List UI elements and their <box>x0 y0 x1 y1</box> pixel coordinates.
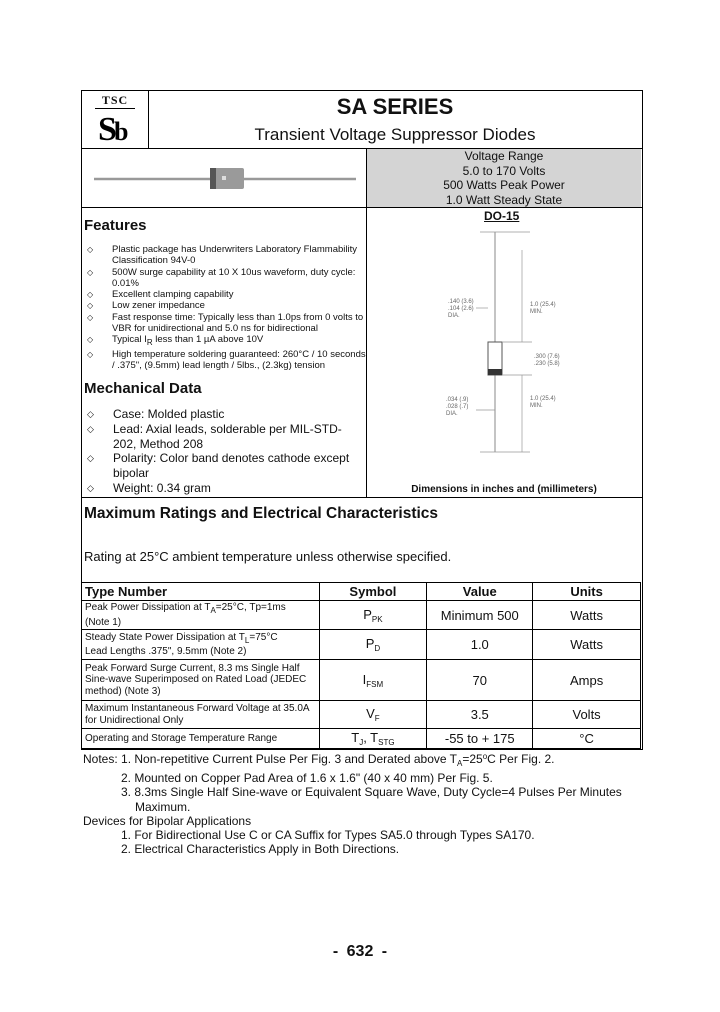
dim-text: .230 (5.8) <box>534 361 560 367</box>
feature-sub: R <box>146 338 153 348</box>
ratings-condition: Rating at 25°C ambient temperature unless otherwise specified. <box>84 549 452 564</box>
list-item: ◇ Weight: 0.34 gram <box>84 481 362 496</box>
symbol-text: T <box>351 730 360 745</box>
notes-block <box>83 750 643 856</box>
param-sub: A <box>210 606 216 615</box>
dim-text: MIN. <box>530 403 543 409</box>
list-item: ◇ Case: Molded plastic <box>84 407 362 422</box>
symbol-sub: J <box>359 738 364 747</box>
table-row <box>82 660 641 701</box>
symbol-text: P <box>365 636 375 651</box>
page-number: - 632 - <box>332 943 388 960</box>
list-item <box>84 334 366 348</box>
note-text: 1. Non-repetitive Current Pulse Per Fig. 3 and Derated above T <box>121 752 457 766</box>
list-item: ◇ High temperature soldering guaranteed: 260°C / 10 seconds / .375", (9.5mm) lead length / 5lbs., (2.3kg) tension <box>84 349 366 372</box>
unit-cell: Watts <box>533 601 641 630</box>
company-logo <box>86 93 144 145</box>
package-caption: Dimensions in inches and (millimeters) <box>411 484 597 495</box>
symbol-sub: F <box>374 714 380 723</box>
package-name: DO-15 <box>484 209 520 223</box>
logo-mark-icon <box>93 110 137 144</box>
dim-lead-top <box>530 302 556 316</box>
note-sub: A <box>456 759 463 768</box>
spec-line: 500 Watts Peak Power <box>443 178 565 192</box>
value-cell: 1.0 <box>427 630 533 660</box>
param-cell: Maximum Instantaneous Forward Voltage at 35.0A for Unidirectional Only <box>82 701 320 729</box>
dim-lead-bot <box>530 396 556 410</box>
param-sub: L <box>244 635 250 645</box>
param-text: Lead Lengths .375", 9.5mm (Note 2) <box>85 646 247 657</box>
table-row <box>82 729 641 749</box>
dim-text: 1.0 (25.4) <box>530 302 556 308</box>
divider <box>82 207 642 208</box>
symbol-text: V <box>366 706 375 721</box>
param-text: =75°C <box>249 631 278 643</box>
list-item: ◇ Low zener impedance <box>84 300 366 311</box>
feature-text: Typical I <box>112 334 147 346</box>
spec-line: 5.0 to 170 Volts <box>462 163 546 178</box>
note-line: 3. 8.3ms Single Half Sine-wave or Equivalent Square Wave, Duty Cycle=4 Pulses Per Minutes <box>121 785 622 800</box>
symbol-text: P <box>363 606 372 622</box>
unit-cell: Watts <box>533 630 641 660</box>
table-row <box>82 601 641 630</box>
param-cell: Operating and Storage Temperature Range <box>82 729 320 749</box>
note-sup: o <box>482 752 488 761</box>
value-cell: Minimum 500 <box>427 601 533 630</box>
symbol-sub: PK <box>371 614 383 624</box>
param-cell <box>82 630 320 660</box>
features-heading: Features <box>84 217 147 234</box>
param-cell <box>82 601 320 630</box>
dim-text: MIN. <box>530 309 543 315</box>
table-row <box>82 701 641 729</box>
table-header-row <box>82 583 641 601</box>
symbol-cell <box>319 701 427 729</box>
column-header: Symbol <box>319 583 427 601</box>
dim-text: .034 (.9) <box>446 397 469 403</box>
diode-image <box>92 165 358 193</box>
dim-text: 1.0 (25.4) <box>530 396 556 402</box>
symbol-sub: STG <box>378 738 395 747</box>
svg-text:b: b <box>114 117 129 144</box>
features-list <box>84 244 366 371</box>
param-text: Peak Power Dissipation at T <box>85 602 211 613</box>
divider <box>82 497 642 498</box>
spec-line: Voltage Range <box>464 149 544 163</box>
note-line: Maximum. <box>135 799 191 814</box>
column-header: Value <box>427 583 533 601</box>
ratings-table <box>81 582 641 749</box>
value-cell: 3.5 <box>427 701 533 729</box>
note-line: 2. Electrical Characteristics Apply in Both Directions. <box>121 842 400 857</box>
dim-text: DIA. <box>446 411 458 417</box>
note-line: 1. For Bidirectional Use C or CA Suffix for Types SA5.0 through Types SA170. <box>121 828 535 843</box>
symbol-cell <box>319 729 427 749</box>
symbol-cell <box>319 660 427 701</box>
symbol-cell <box>319 630 427 660</box>
unit-cell: Volts <box>533 701 641 729</box>
list-item: ◇ Excellent clamping capability <box>84 289 366 300</box>
mechanical-heading: Mechanical Data <box>84 380 202 397</box>
dim-lead-dia <box>446 397 468 418</box>
ratings-heading: Maximum Ratings and Electrical Characteristics <box>84 505 439 522</box>
symbol-text: , T <box>363 730 379 745</box>
column-header: Type Number <box>82 583 320 601</box>
unit-cell: °C <box>533 729 641 749</box>
dim-body-len <box>534 354 560 368</box>
spec-summary-box <box>367 149 641 207</box>
svg-text:S: S <box>98 111 117 144</box>
list-item: ◇ 500W surge capability at 10 X 10us waveform, duty cycle: 0.01% <box>84 267 366 290</box>
dim-text: .300 (7.6) <box>534 354 560 360</box>
spec-line: 1.0 Watt Steady State <box>445 192 563 207</box>
param-text: =25°C, Tp=1ms <box>215 602 286 613</box>
page-title: SA SERIES <box>336 94 454 119</box>
package-drawing <box>440 224 570 460</box>
param-cell: Peak Forward Surge Current, 8.3 ms Single Half Sine-wave Superimposed on Rated Load (JEDEC method) (Note 3) <box>82 660 320 701</box>
dim-body-dia <box>448 299 474 320</box>
dim-text: .140 (3.6) <box>448 299 474 305</box>
symbol-sub: D <box>374 644 381 653</box>
list-item: ◇ Fast response time: Typically less than 1.0ps from 0 volts to VBR for unidirectional and 5.0 ns for bidirectional <box>84 312 366 335</box>
list-item: ◇ Lead: Axial leads, solderable per MIL-STD-202, Method 208 <box>84 422 362 452</box>
unit-cell: Amps <box>533 660 641 701</box>
page-subtitle: Transient Voltage Suppressor Diodes <box>254 125 536 144</box>
value-cell: 70 <box>427 660 533 701</box>
list-item: ◇ Plastic package has Underwriters Laboratory Flammability Classification 94V-0 <box>84 244 366 267</box>
symbol-cell <box>319 601 427 630</box>
feature-text: less than 1 µA above 10V <box>152 334 264 346</box>
list-item: ◇ Polarity: Color band denotes cathode except bipolar <box>84 451 362 481</box>
logo-text: TSC <box>101 93 129 107</box>
symbol-text: I <box>362 671 367 687</box>
logo-rule <box>95 108 135 109</box>
param-text: (Note 1) <box>85 616 122 628</box>
column-header: Units <box>533 583 641 601</box>
note-text: C Per Fig. 2. <box>487 752 555 766</box>
note-text: =25 <box>462 752 483 766</box>
value-cell: -55 to + 175 <box>427 729 533 749</box>
table-row <box>82 630 641 660</box>
dim-text: DIA. <box>448 313 460 319</box>
param-text: Steady State Power Dissipation at T <box>85 631 245 643</box>
bipolar-heading: Devices for Bipolar Applications <box>83 813 252 828</box>
notes-label: Notes: <box>83 752 118 766</box>
dim-text: .028 (.7) <box>446 404 469 410</box>
note-line: 2. Mounted on Copper Pad Area of 1.6 x 1.6" (40 x 40 mm) Per Fig. 5. <box>121 771 493 786</box>
mechanical-list <box>84 407 362 496</box>
dim-text: .104 (2.6) <box>448 306 474 312</box>
note-line <box>83 750 643 771</box>
symbol-sub: FSM <box>366 679 384 689</box>
